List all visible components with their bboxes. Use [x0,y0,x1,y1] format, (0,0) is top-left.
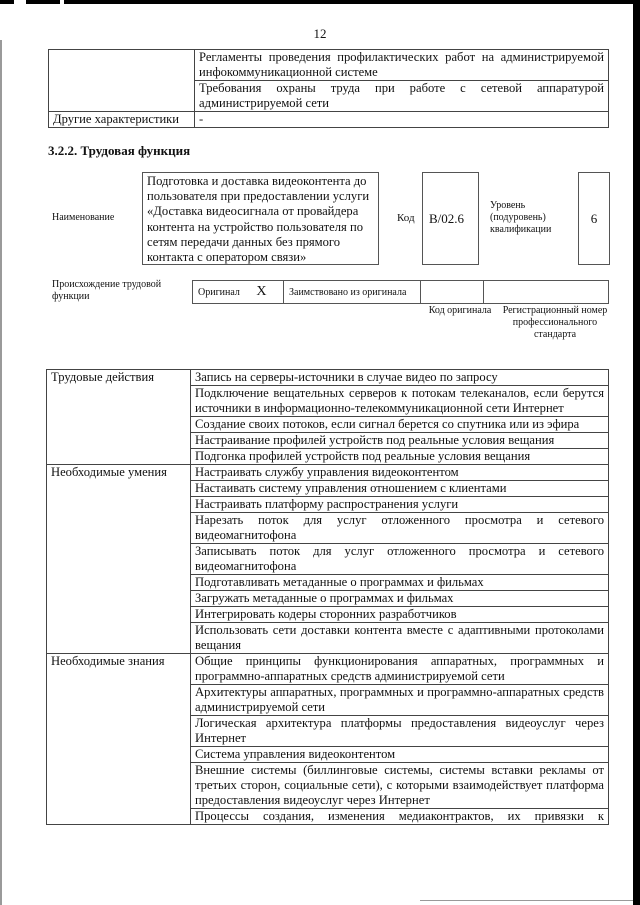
scan-edge-right [633,4,640,905]
row-label [49,50,195,112]
borrowed-label: Заимствовано из оригинала [284,281,421,304]
scan-edge-bottom [420,900,633,901]
page-number: 12 [313,26,327,41]
row-value: Регламенты проведения профилактических работ на администрируемой инфокоммуникационной системе [195,50,609,81]
table-row [47,465,609,481]
original-label: Оригинал [198,287,240,298]
name-label: Наименование [52,212,115,223]
list-item: Настраивать службу управления видеоконтентом [191,465,609,481]
list-item: Использовать сети доставки контента вместе с адаптивными протоколами вещания [191,623,609,654]
table-row [47,654,609,685]
list-item: Общие принципы функционирования аппаратных, программных и программно-аппаратных средств администрируемой сети [191,654,609,685]
original-mark: X [256,284,267,299]
origin-label: Происхождение трудовой функции [52,279,162,302]
level-value-box: 6 [578,172,610,265]
continuation-table [48,49,609,128]
level-label: Уровень (подуровень) квалификации [490,200,552,235]
scan-edge-left [0,40,2,905]
list-item: Подготавливать метаданные о программах и фильмах [191,575,609,591]
list-item: Подключение вещательных серверов к потокам телеканалов, если берутся источники в информационно-телекоммуникационной сети Интернет [191,386,609,417]
code-value-box: B/02.6 [422,172,479,265]
group-label-actions: Трудовые действия [47,370,191,465]
list-item: Создание своих потоков, если сигнал берется со спутника или из эфира [191,417,609,433]
row-label: Другие характеристики [49,112,195,128]
list-item: Процессы создания, изменения медиаконтрактов, их привязки к [191,809,609,825]
code-original-caption: Код оригинала [428,305,492,316]
scan-edge-top [0,0,640,4]
list-item: Система управления видеоконтентом [191,747,609,763]
list-item: Логическая архитектура платформы предоставления видеоуслуг через Интернет [191,716,609,747]
section-title: 3.2.2. Трудовая функция [48,143,191,158]
group-label-knowledge: Необходимые знания [47,654,191,825]
function-details-table [46,369,609,825]
list-item: Запись на серверы-источники в случае видео по запросу [191,370,609,386]
list-item: Записывать поток для услуг отложенного просмотра и сетевого видеомагнитофона [191,544,609,575]
list-item: Настаивать систему управления отношением с клиентами [191,481,609,497]
row-value: Требования охраны труда при работе с сетевой аппаратурой администрируемой сети [195,81,609,112]
group-label-skills: Необходимые умения [47,465,191,654]
reg-number-caption: Регистрационный номер профессионального стандарта [502,305,608,340]
list-item: Нарезать поток для услуг отложенного просмотра и сетевого видеомагнитофона [191,513,609,544]
list-item: Настраивать платформу распространения услуги [191,497,609,513]
list-item: Настраивание профилей устройств под реальные условия вещания [191,433,609,449]
list-item: Архитектуры аппаратных, программных и программно-аппаратных средств администрируемой сети [191,685,609,716]
list-item: Внешние системы (биллинговые системы, системы вставки рекламы от третьих сторон, социальные сети), с которыми взаимодействует платформа предоставления видеоуслуг через Интернет [191,763,609,809]
table-row [47,370,609,386]
reg-number-cell [484,281,609,304]
list-item: Загружать метаданные о программах и фильмах [191,591,609,607]
table-row [49,112,609,128]
function-name-box: Подготовка и доставка видеоконтента до пользователя при предоставлении услуги «Доставка видеосигнала от провайдера контента на устройство пользователя по сетям передачи данных без прямого контакта с оператором связи» [142,172,379,265]
list-item: Интегрировать кодеры сторонних разработчиков [191,607,609,623]
row-value: - [195,112,609,128]
code-original-cell [421,281,484,304]
list-item: Подгонка профилей устройств под реальные условия вещания [191,449,609,465]
table-row [193,281,609,304]
origin-table [192,280,609,304]
table-row [49,50,609,81]
code-label: Код [397,212,415,224]
